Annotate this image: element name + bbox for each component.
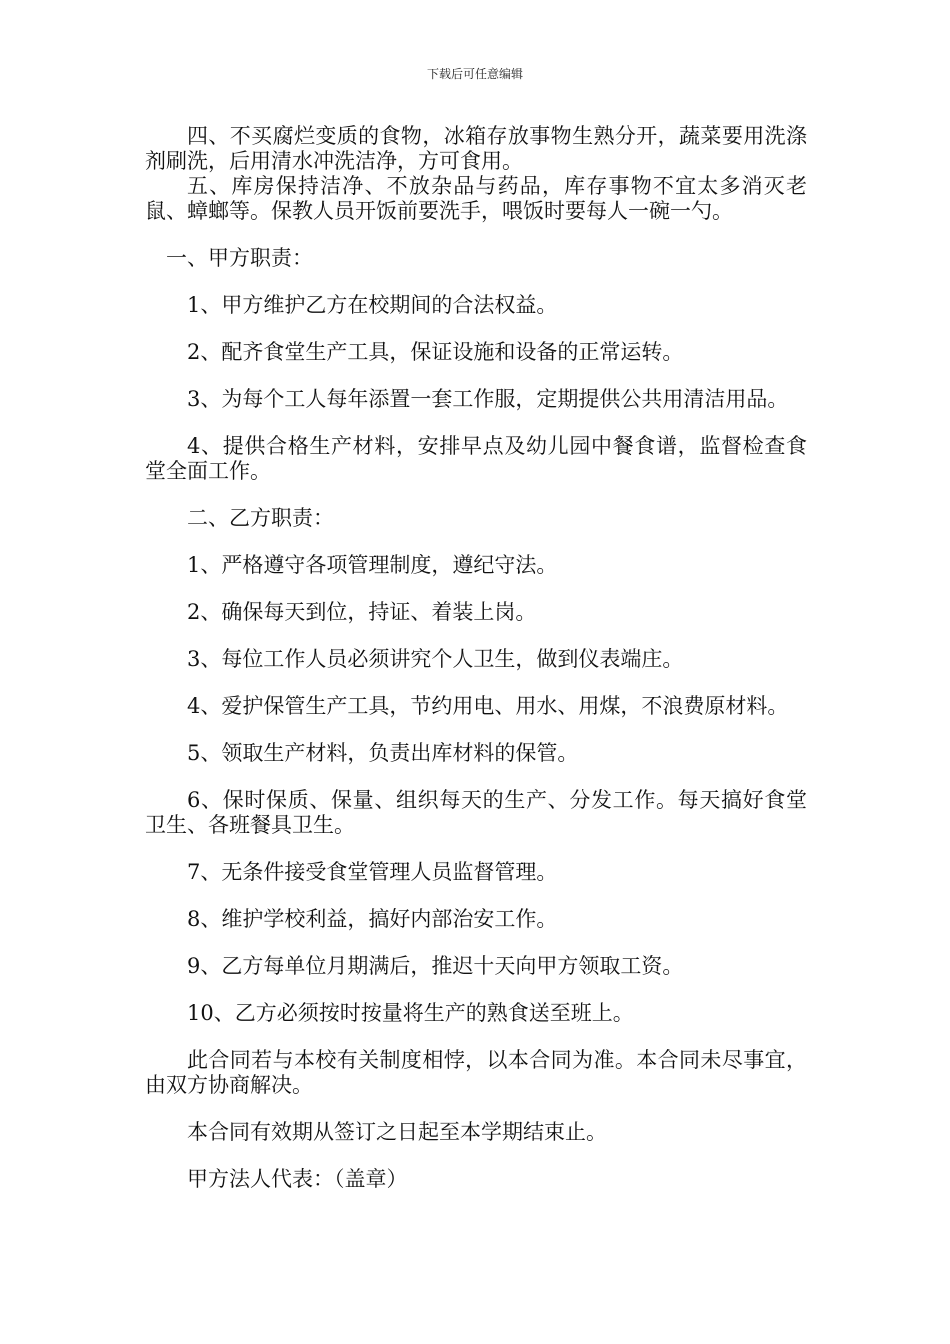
party-b-item-2: 2、确保每天到位，持证、着装上岗。 [187, 600, 537, 624]
party-a-item-1: 1、甲方维护乙方在校期间的合法权益。 [187, 293, 558, 317]
party-a-signature-line: 甲方法人代表：（盖章） [187, 1167, 408, 1191]
party-a-item-2: 2、配齐食堂生产工具，保证设施和设备的正常运转。 [187, 340, 684, 364]
party-b-item-5: 5、领取生产材料，负责出库材料的保管。 [187, 741, 579, 765]
paragraph-4: 四、不买腐烂变质的食物，冰箱存放事物生熟分开，蔬菜要用洗涤剂刷洗，后用清水冲洗洁净，方可食用。 [145, 124, 807, 173]
party-b-item-3: 3、每位工作人员必须讲究个人卫生，做到仪表端庄。 [187, 647, 684, 671]
party-b-item-7: 7、无条件接受食堂管理人员监督管理。 [187, 860, 558, 884]
party-a-item-4: 4、提供合格生产材料，安排早点及幼儿园中餐食谱，监督检查食堂全面工作。 [145, 434, 807, 483]
page-header-note: 下载后可任意编辑 [426, 67, 523, 81]
section-heading-party-a: 一、甲方职责： [166, 246, 313, 270]
party-a-item-3: 3、为每个工人每年添置一套工作服，定期提供公共用清洁用品。 [187, 387, 789, 411]
party-b-item-6: 6、保时保质、保量、组织每天的生产、分发工作。每天搞好食堂卫生、各班餐具卫生。 [145, 788, 807, 837]
paragraph-5: 五、库房保持洁净、不放杂品与药品，库存事物不宜太多消灭老鼠、蟑螂等。保教人员开饭前要洗手，喂饭时要每人一碗一勺。 [145, 174, 807, 223]
contract-precedence-clause: 此合同若与本校有关制度相悖，以本合同为准。本合同未尽事宜，由双方协商解决。 [145, 1048, 807, 1097]
contract-validity-clause: 本合同有效期从签订之日起至本学期结束止。 [187, 1120, 607, 1144]
section-heading-party-b: 二、乙方职责： [187, 506, 334, 530]
party-b-item-1: 1、严格遵守各项管理制度，遵纪守法。 [187, 553, 558, 577]
party-b-item-8: 8、维护学校利益，搞好内部治安工作。 [187, 907, 558, 931]
party-b-item-4: 4、爱护保管生产工具，节约用电、用水、用煤，不浪费原材料。 [187, 694, 789, 718]
document-body [145, 124, 807, 1214]
party-b-item-9: 9、乙方每单位月期满后，推迟十天向甲方领取工资。 [187, 954, 684, 978]
party-b-item-10: 10、乙方必须按时按量将生产的熟食送至班上。 [187, 1001, 634, 1025]
